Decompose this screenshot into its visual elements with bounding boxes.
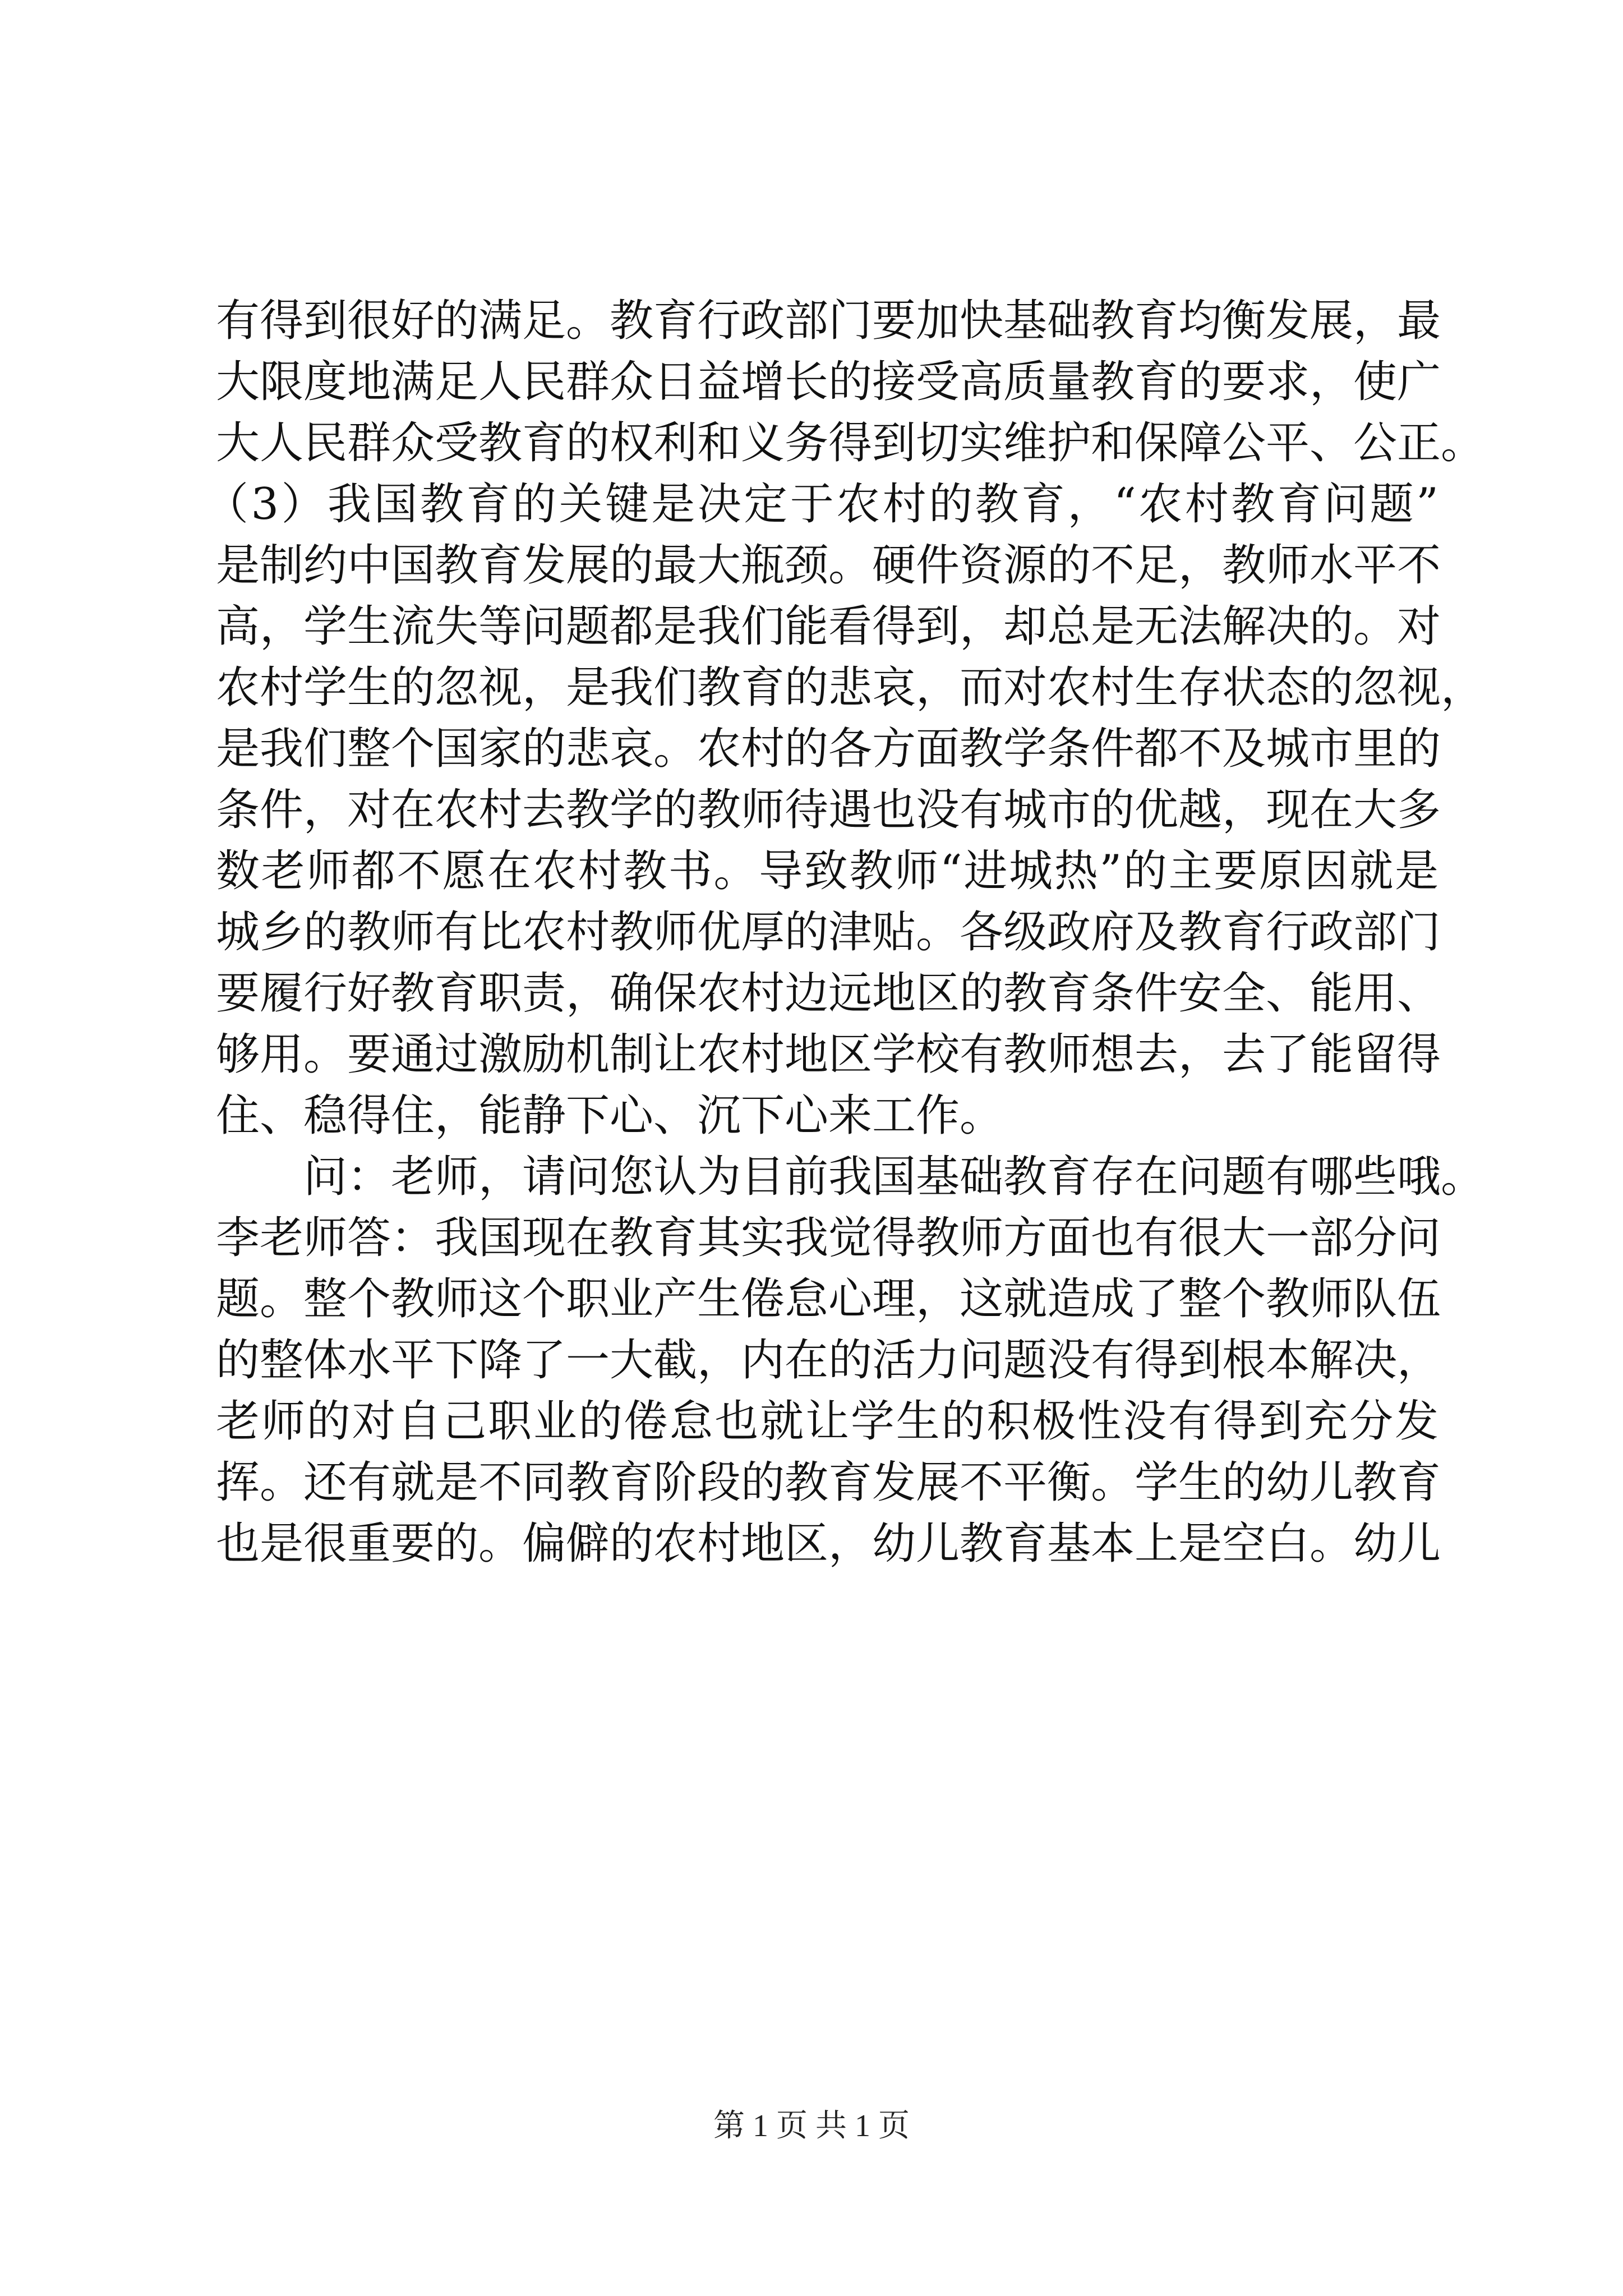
document-body [205, 291, 1485, 1575]
page-footer: 第 1 页 共 1 页 [713, 2109, 910, 2143]
text-line: 大人民群众受教育的权利和义务得到切实维护和保障公平、公正。 [216, 418, 1485, 468]
text-line: 大限度地满足人民群众日益增长的接受高质量教育的要求，使广 [216, 357, 1441, 407]
text-line: （3）我国教育的关键是决定于农村的教育，“农村教育问题” [205, 479, 1438, 530]
text-line: 要履行好教育职责，确保农村边远地区的教育条件安全、能用、 [216, 968, 1441, 1019]
text-line: 农村学生的忽视，是我们教育的悲哀，而对农村生存状态的忽视， [216, 662, 1485, 713]
text-line: 挥。还有就是不同教育阶段的教育发展不平衡。学生的幼儿教育 [216, 1457, 1441, 1508]
text-line: 够用。要通过激励机制让农村地区学校有教师想去，去了能留得 [216, 1029, 1441, 1080]
text-line: 条件，对在农村去教学的教师待遇也没有城市的优越，现在大多 [216, 785, 1441, 835]
text-line: 题。整个教师这个职业产生倦怠心理，这就造成了整个教师队伍 [216, 1274, 1441, 1324]
text-line: 是我们整个国家的悲哀。农村的各方面教学条件都不及城市里的 [216, 724, 1441, 774]
text-line: 也是很重要的。偏僻的农村地区，幼儿教育基本上是空白。幼儿 [216, 1519, 1441, 1569]
text-line: 城乡的教师有比农村教师优厚的津贴。各级政府及教育行政部门 [216, 907, 1441, 958]
text-line: 是制约中国教育发展的最大瓶颈。硬件资源的不足，教师水平不 [216, 540, 1441, 591]
text-line: 有得到很好的满足。教育行政部门要加快基础教育均衡发展，最 [216, 296, 1441, 346]
text-line: 老师的对自己职业的倦怠也就让学生的积极性没有得到充分发 [216, 1396, 1438, 1447]
text-line: 高，学生流失等问题都是我们能看得到，却总是无法解决的。对 [216, 601, 1441, 652]
question-line: 问：老师，请问您认为目前我国基础教育存在问题有哪些哦。 [303, 1152, 1485, 1202]
text-line: 住、稳得住，能静下心、沉下心来工作。 [216, 1091, 1004, 1141]
answer-line: 李老师答：我国现在教育其实我觉得教师方面也有很大一部分问 [216, 1213, 1441, 1263]
text-line: 数老师都不愿在农村教书。导致教师“进城热”的主要原因就是 [216, 846, 1438, 896]
text-line: 的整体水平下降了一大截，内在的活力问题没有得到根本解决， [216, 1335, 1441, 1386]
